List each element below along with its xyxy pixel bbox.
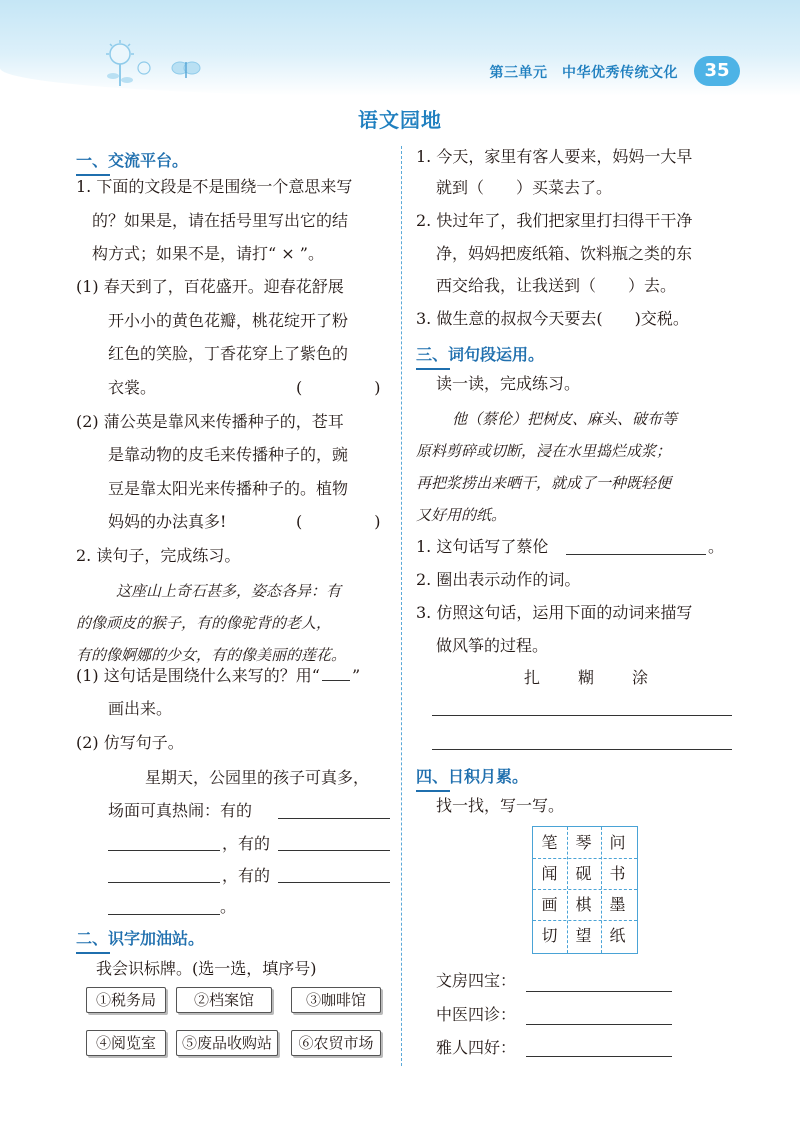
answer-line[interactable] [108, 850, 220, 851]
q1-line: 的？如果是，请在括号里写出它的结 [92, 211, 349, 230]
p2-line: 是靠动物的皮毛来传播种子的，豌 [108, 445, 349, 464]
q2-2-line: 星期天，公园里的孩子可真多， [145, 768, 370, 787]
q2-passage-line: 的像顽皮的猴子，有的像驼背的老人， [76, 614, 332, 632]
fill-q2-line: 净，妈妈把废纸箱、饮料瓶之类的东 [436, 244, 693, 263]
q2-1-line: (1) 这句话是围绕什么来写的？用“ ” [76, 666, 361, 685]
grid-char: 书 [609, 864, 626, 883]
answer-line[interactable] [526, 1056, 672, 1057]
p2-line: (2) 蒲公英是靠风来传播种子的，苍耳 [76, 412, 344, 431]
sign-reading-room[interactable]: ④阅览室 [86, 1030, 166, 1056]
p2-line: 豆是靠太阳光来传播种子的。植物 [108, 479, 349, 498]
section3-q1-end: 。 [708, 537, 725, 556]
grid-char: 琴 [575, 833, 592, 852]
q2-passage-line: 有的像婀娜的少女，有的像美丽的莲花。 [76, 646, 347, 664]
grid-char: 问 [609, 833, 626, 852]
page-title: 语文园地 [358, 108, 442, 132]
fill-label-medicine: 中医四诊： [436, 1005, 517, 1024]
p1-line: 衣裳。 [108, 378, 157, 397]
fill-q2-line: 2. 快过年了，我们把家里打扫得干干净 [416, 211, 693, 230]
fill-label-hobbies: 雅人四好： [436, 1038, 517, 1057]
q2-1-line: 画出来。 [108, 699, 173, 718]
verb-zha: 扎 [524, 668, 541, 687]
q2-passage-line: 这座山上奇石甚多，姿态各异：有 [116, 582, 342, 600]
column-divider [401, 146, 402, 1066]
section3-passage-line: 原料剪碎或切断，浸在水里捣烂成浆； [416, 442, 672, 460]
answer-line[interactable] [278, 818, 390, 819]
verb-hu: 糊 [578, 668, 595, 687]
answer-line[interactable] [108, 882, 220, 883]
q2-2-line: ，有的 [222, 834, 271, 853]
answer-line[interactable] [278, 850, 390, 851]
character-grid [532, 826, 638, 954]
section3-heading: 三、词句段运用。 [416, 342, 544, 365]
answer-line[interactable] [432, 749, 732, 750]
grid-char: 棋 [575, 895, 592, 914]
butterfly-icon [170, 58, 202, 82]
section2-heading: 二、识字加油站。 [76, 926, 204, 949]
sign-cafe[interactable]: ③咖啡馆 [291, 987, 381, 1013]
grid-char: 纸 [609, 926, 626, 945]
section2-intro: 我会识标牌。(选一选，填序号) [96, 959, 317, 978]
grid-char: 画 [541, 895, 558, 914]
section3-q3-line: 3. 仿照这句话，运用下面的动词来描写 [416, 603, 693, 622]
section3-passage-line: 他（蔡伦）把树皮、麻头、破布等 [452, 410, 678, 428]
answer-line[interactable] [526, 991, 672, 992]
grid-char: 切 [541, 926, 558, 945]
fill-q1-line: 就到（ ）买菜去了。 [436, 178, 613, 197]
q2-2-line: 场面可真热闹：有的 [108, 801, 253, 820]
fill-q1-line: 1. 今天，家里有客人要来，妈妈一大早 [416, 147, 693, 166]
q1-line: 构方式；如果不是，请打“ × ”。 [92, 244, 324, 263]
answer-paren[interactable]: ( ) [296, 378, 381, 397]
section3-intro: 读一读，完成练习。 [436, 374, 581, 393]
fill-q2-line: 西交给我，让我送到（ ）去。 [436, 276, 677, 295]
answer-line[interactable] [566, 554, 706, 555]
q2-2-line: ，有的 [222, 866, 271, 885]
fill-q3-line: 3. 做生意的叔叔今天要去( )交税。 [416, 309, 689, 328]
unit-title: 第三单元 中华优秀传统文化 [489, 65, 678, 81]
p1-line: (1) 春天到了，百花盛开。迎春花舒展 [76, 277, 344, 296]
sign-farmers-market[interactable]: ⑥农贸市场 [291, 1030, 381, 1056]
grid-char: 闻 [541, 864, 558, 883]
grid-char: 望 [575, 926, 592, 945]
verb-tu: 涂 [632, 668, 649, 687]
section3-q2: 2. 圈出表示动作的词。 [416, 570, 581, 589]
q1-line: 1. 下面的文段是不是围绕一个意思来写 [76, 177, 353, 196]
section3-passage-line: 又好用的纸。 [416, 506, 507, 524]
answer-line[interactable] [432, 715, 732, 716]
grid-char: 砚 [575, 864, 592, 883]
answer-line[interactable] [108, 914, 220, 915]
fill-label-study: 文房四宝： [436, 971, 517, 990]
sign-recycling[interactable]: ⑤废品收购站 [176, 1030, 278, 1056]
sign-archive[interactable]: ②档案馆 [176, 987, 272, 1013]
q2-heading: 2. 读句子，完成练习。 [76, 546, 241, 565]
grid-char: 笔 [541, 833, 558, 852]
p1-line: 开小小的黄色花瓣，桃花绽开了粉 [108, 311, 349, 330]
grid-char: 墨 [609, 895, 626, 914]
section3-q3-line: 做风筝的过程。 [436, 636, 549, 655]
section4-intro: 找一找，写一写。 [436, 796, 565, 815]
answer-line[interactable] [526, 1024, 672, 1025]
section4-heading: 四、日积月累。 [416, 764, 528, 787]
section3-q1: 1. 这句话写了蔡伦 [416, 537, 549, 556]
p1-line: 红色的笑脸，丁香花穿上了紫色的 [108, 344, 349, 363]
p2-line: 妈妈的办法真多! [108, 512, 227, 531]
page-number: 35 [694, 56, 740, 86]
sun-flower-icon [96, 38, 156, 88]
section1-heading: 一、交流平台。 [76, 148, 188, 171]
q2-2-line: 。 [220, 897, 237, 916]
section3-passage-line: 再把浆捞出来晒干，就成了一种既轻便 [416, 474, 672, 492]
q2-2-heading: (2) 仿写句子。 [76, 733, 184, 752]
sign-tax-bureau[interactable]: ①税务局 [86, 987, 166, 1013]
answer-line[interactable] [278, 882, 390, 883]
answer-paren[interactable]: ( ) [296, 512, 381, 531]
